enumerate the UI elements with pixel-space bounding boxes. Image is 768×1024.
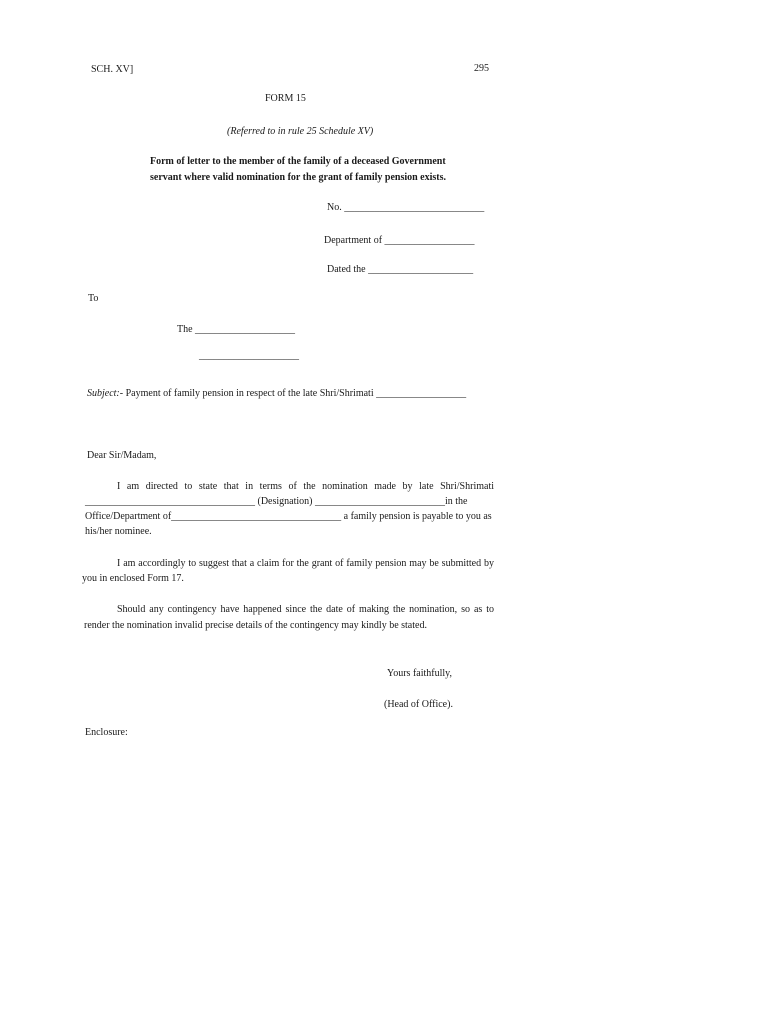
form-description-line-1: Form of letter to the member of the family of a deceased Government bbox=[150, 156, 446, 167]
enclosure-label: Enclosure: bbox=[85, 727, 128, 738]
paragraph-1-line-2: __________________________________ (Designation) __________________________in the bbox=[85, 496, 468, 507]
schedule-header: SCH. XV] bbox=[91, 64, 134, 75]
paragraph-3-line-2: render the nomination invalid precise details of the contingency may kindly be stated. bbox=[84, 620, 427, 631]
paragraph-3-line-1: Should any contingency have happened since the date of making the nomination, so as to bbox=[117, 604, 494, 615]
closing: Yours faithfully, bbox=[387, 668, 453, 679]
paragraph-1-line-4: his/her nominee. bbox=[85, 526, 152, 537]
form-title: FORM 15 bbox=[265, 93, 306, 104]
paragraph-2-line-2: you in enclosed Form 17. bbox=[82, 573, 184, 584]
salutation: Dear Sir/Madam, bbox=[87, 450, 157, 461]
subject-line bbox=[87, 388, 466, 400]
number-field: No. ____________________________ bbox=[327, 202, 485, 213]
page-number: 295 bbox=[474, 63, 489, 74]
dated-field: Dated the _____________________ bbox=[327, 264, 474, 275]
addressee-line-2: ____________________ bbox=[199, 350, 299, 361]
subject-text: - Payment of family pension in respect of the late Shri/Shrimati __________________ bbox=[119, 388, 467, 399]
signatory: (Head of Office). bbox=[384, 699, 453, 710]
paragraph-1-line-3: Office/Department of__________________________________ a family pension is payable to you as bbox=[85, 511, 492, 522]
addressee-line-1: The ____________________ bbox=[177, 324, 296, 335]
form-reference: (Referred to in rule 25 Schedule XV) bbox=[227, 126, 374, 137]
department-field: Department of __________________ bbox=[324, 235, 475, 246]
to-label: To bbox=[88, 293, 99, 304]
paragraph-1-line-1: I am directed to state that in terms of the nomination made by late Shri/Shrimati bbox=[117, 481, 494, 492]
form-description-line-2: servant where valid nomination for the grant of family pension exists. bbox=[150, 172, 447, 183]
paragraph-2-line-1: I am accordingly to suggest that a claim for the grant of family pension may be submitted by bbox=[117, 558, 494, 569]
subject-label: Subject: bbox=[87, 388, 120, 399]
